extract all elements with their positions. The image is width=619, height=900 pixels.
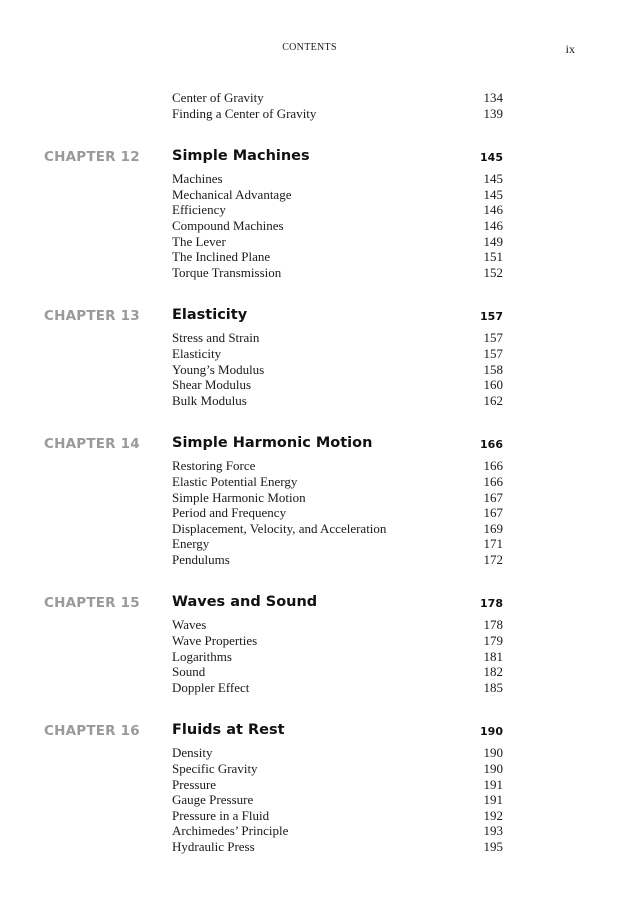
- toc-entry-title: Doppler Effect: [172, 679, 250, 695]
- chapter-title: Fluids at Rest: [172, 722, 285, 739]
- toc-entry-title: Efficiency: [172, 202, 226, 218]
- toc-entry: [0, 777, 619, 793]
- toc-entry-title: Center of Gravity: [172, 90, 264, 105]
- chapter-heading: [0, 147, 619, 169]
- toc-entry: [0, 362, 619, 378]
- chapter-label: CHAPTER 15: [44, 595, 140, 612]
- chapter-heading: [0, 593, 619, 615]
- toc-entry-page: 193: [483, 823, 503, 839]
- toc-entry-title: Energy: [172, 536, 210, 552]
- chapter-heading: [0, 721, 619, 743]
- toc-entry-title: Pendulums: [172, 551, 230, 567]
- toc-entry: [0, 346, 619, 362]
- toc-entry-page: 181: [483, 648, 503, 664]
- toc-entry-page: 191: [483, 776, 503, 792]
- toc-entry-title: Density: [172, 745, 213, 761]
- toc-entry: [0, 808, 619, 824]
- chapter-page-number: 157: [480, 310, 503, 324]
- toc-entry-page: 158: [483, 361, 503, 377]
- running-title: CONTENTS: [282, 42, 337, 53]
- toc-entry-title: Compound Machines: [172, 217, 284, 233]
- toc-entry: [0, 90, 619, 106]
- toc-entry-page: 192: [483, 807, 503, 823]
- toc-entry: [0, 536, 619, 552]
- toc-entry-page: 146: [483, 217, 503, 233]
- toc-entry-title: Pressure: [172, 776, 217, 792]
- toc-entry-page: 152: [483, 264, 503, 280]
- toc-entry-page: 157: [483, 330, 503, 346]
- toc-entry-page: 167: [483, 489, 503, 505]
- toc-entry: [0, 664, 619, 680]
- page-number: ix: [565, 42, 575, 56]
- toc-entry-page: 169: [483, 520, 503, 536]
- chapter-section: [0, 434, 619, 567]
- chapter-section: [0, 593, 619, 695]
- toc-entry: [0, 249, 619, 265]
- toc-entry: [0, 187, 619, 203]
- toc-entry: [0, 505, 619, 521]
- chapter-title: Elasticity: [172, 307, 248, 324]
- toc-entry: [0, 649, 619, 665]
- toc-entry: [0, 617, 619, 633]
- toc-entry-title: Sound: [172, 664, 206, 680]
- toc-entry-title: Displacement, Velocity, and Acceleration: [172, 520, 387, 536]
- chapter-label: CHAPTER 16: [44, 723, 140, 740]
- chapter-title: Simple Harmonic Motion: [172, 435, 373, 452]
- toc-entry-title: Logarithms: [172, 648, 232, 664]
- toc-entry-title: Machines: [172, 171, 223, 187]
- toc-entry-page: 190: [483, 761, 503, 777]
- toc-entry-page: 179: [483, 633, 503, 649]
- toc-entry-page: 162: [483, 392, 503, 408]
- chapter-title: Simple Machines: [172, 148, 310, 165]
- toc-entry-title: Bulk Modulus: [172, 392, 247, 408]
- toc-entry-page: 191: [483, 792, 503, 808]
- toc-entry-title: The Lever: [172, 233, 226, 249]
- toc-entry: [0, 474, 619, 490]
- toc-entry: [0, 106, 619, 122]
- continued-section: [0, 90, 619, 121]
- chapter-page-number: 166: [480, 438, 503, 452]
- chapter-section: [0, 147, 619, 280]
- chapter-label: CHAPTER 12: [44, 149, 140, 166]
- toc-entry-title: Gauge Pressure: [172, 792, 254, 808]
- chapter-heading: [0, 434, 619, 456]
- toc-entry-page: 157: [483, 345, 503, 361]
- toc-entry: [0, 552, 619, 568]
- toc-entry-page: 145: [483, 186, 503, 202]
- chapter-section: [0, 721, 619, 854]
- chapter-title: Waves and Sound: [172, 594, 318, 611]
- toc-entry-page: 151: [483, 249, 503, 265]
- toc-entry-title: Hydraulic Press: [172, 839, 255, 854]
- toc-entry-title: Shear Modulus: [172, 377, 252, 393]
- toc-entry-title: Elastic Potential Energy: [172, 473, 298, 489]
- toc-entry-title: Torque Transmission: [172, 264, 282, 280]
- chapter-page-number: 190: [480, 725, 503, 739]
- toc-entry-title: Period and Frequency: [172, 505, 287, 521]
- toc-entry: [0, 377, 619, 393]
- toc-entry-title: Pressure in a Fluid: [172, 807, 270, 823]
- toc-entry-page: 195: [483, 839, 503, 854]
- toc-entry-title: Specific Gravity: [172, 761, 258, 777]
- toc-entry: [0, 745, 619, 761]
- chapter-page-number: 145: [480, 151, 503, 165]
- toc-entry-page: 149: [483, 233, 503, 249]
- toc-entry: [0, 393, 619, 409]
- toc-entry: [0, 680, 619, 696]
- toc-entry-page: 146: [483, 202, 503, 218]
- toc-entry-page: 139: [483, 105, 503, 121]
- toc-entry-page: 185: [483, 679, 503, 695]
- toc-entry-page: 171: [483, 536, 503, 552]
- toc-entry: [0, 458, 619, 474]
- toc-entry-title: Finding a Center of Gravity: [172, 105, 317, 121]
- toc-entry-title: Simple Harmonic Motion: [172, 489, 306, 505]
- toc-entry: [0, 792, 619, 808]
- toc-entry: [0, 490, 619, 506]
- toc-entry-page: 182: [483, 664, 503, 680]
- toc-entry: [0, 234, 619, 250]
- chapter-label: CHAPTER 14: [44, 436, 140, 453]
- toc-entry: [0, 202, 619, 218]
- toc-entry: [0, 265, 619, 281]
- toc-entry-title: Mechanical Advantage: [172, 186, 292, 202]
- toc-entry-page: 167: [483, 505, 503, 521]
- toc-entry: [0, 521, 619, 537]
- toc-entry-title: Wave Properties: [172, 633, 258, 649]
- toc-entry: [0, 218, 619, 234]
- toc-entry-title: Stress and Strain: [172, 330, 260, 346]
- toc-entry-title: Waves: [172, 617, 207, 633]
- toc-entry-page: 190: [483, 745, 503, 761]
- toc-entry-page: 160: [483, 377, 503, 393]
- toc-entry-page: 178: [483, 617, 503, 633]
- chapter-section: [0, 306, 619, 408]
- toc-entry-page: 134: [483, 90, 503, 105]
- toc-entry: [0, 761, 619, 777]
- toc-entry-page: 166: [483, 473, 503, 489]
- toc-entry-title: Archimedes’ Principle: [172, 823, 289, 839]
- toc-entry-title: Elasticity: [172, 345, 222, 361]
- toc-entry-title: The Inclined Plane: [172, 249, 271, 265]
- chapter-label: CHAPTER 13: [44, 308, 140, 325]
- running-head: [0, 42, 619, 58]
- chapter-heading: [0, 306, 619, 328]
- toc-entry: [0, 633, 619, 649]
- toc-entry: [0, 823, 619, 839]
- toc-entry: [0, 839, 619, 855]
- toc-entry: [0, 171, 619, 187]
- table-of-contents: [0, 90, 619, 881]
- toc-entry-page: 145: [483, 171, 503, 187]
- toc-entry: [0, 330, 619, 346]
- toc-entry-title: Restoring Force: [172, 458, 256, 474]
- toc-entry-page: 172: [483, 551, 503, 567]
- chapter-page-number: 178: [480, 597, 503, 611]
- toc-entry-title: Young’s Modulus: [172, 361, 265, 377]
- toc-entry-page: 166: [483, 458, 503, 474]
